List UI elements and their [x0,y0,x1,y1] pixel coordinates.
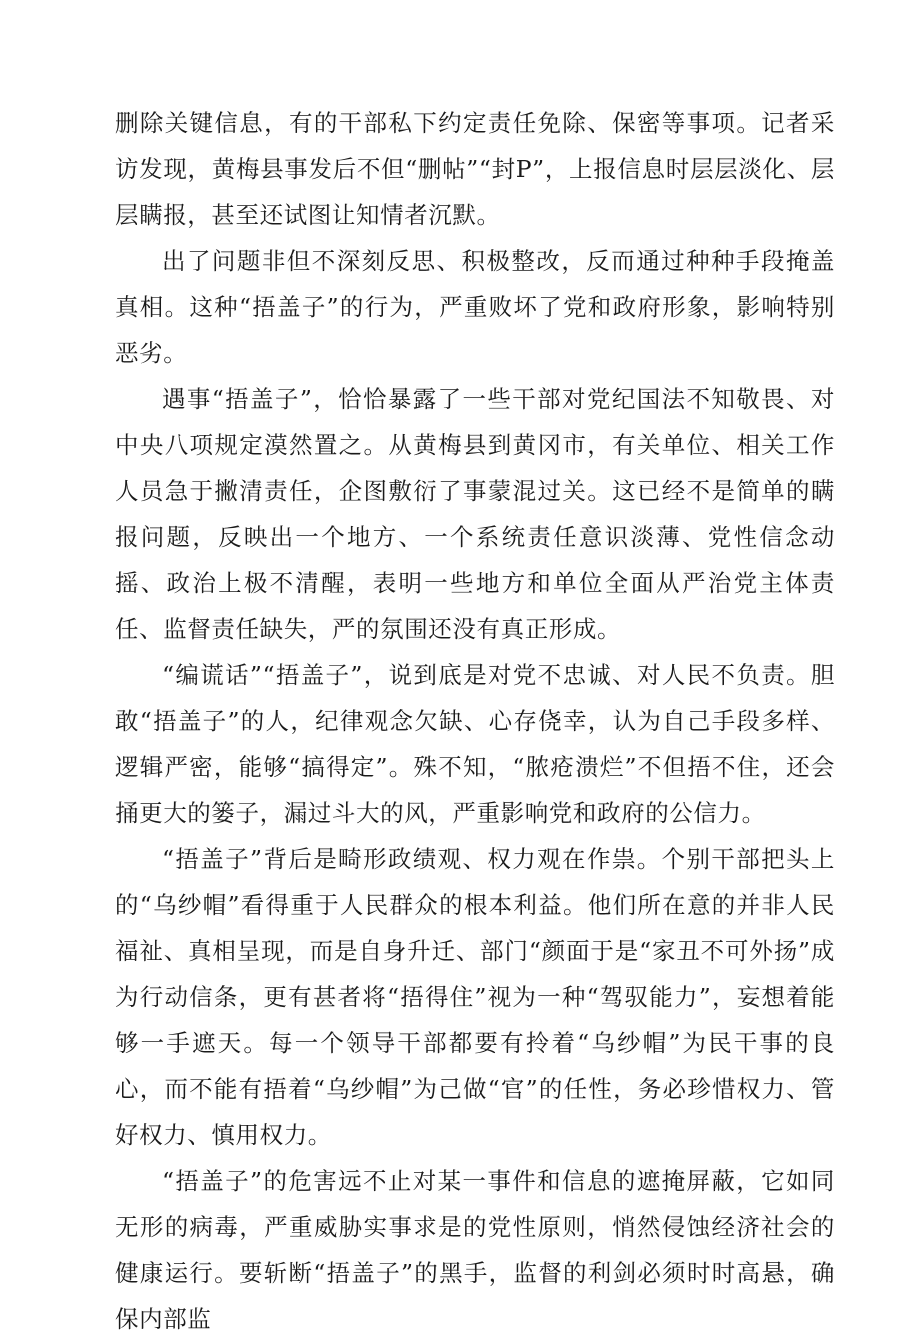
article-body [115,100,835,1342]
paragraph-2: 出了问题非但不深刻反思、积极整改，反而通过种种手段掩盖真相。这种“捂盖子”的行为，严重败坏了党和政府形象，影响特别恶劣。 [115,247,835,367]
paragraph-3: 遇事“捂盖子”，恰恰暴露了一些干部对党纪国法不知敬畏、对中央八项规定漠然置之。从黄梅县到黄冈市，有关单位、相关工作人员急于撇清责任，企图敷衍了事蒙混过关。这已经不是简单的瞒报问题，反映出一个地方、一个系统责任意识淡薄、党性信念动摇、政治上极不清醒，表明一些地方和单位全面从严治党主体责任、监督责任缺失，严的氛围还没有真正形成。 [115,385,835,643]
paragraph-4: “编谎话”“捂盖子”，说到底是对党不忠诚、对人民不负责。胆敢“捂盖子”的人，纪律观念欠缺、心存侥幸，认为自己手段多样、逻辑严密，能够“搞得定”。殊不知，“脓疮溃烂”不但捂不住，还会捅更大的篓子，漏过斗大的风，严重影响党和政府的公信力。 [115,661,835,827]
paragraph-1: 删除关键信息，有的干部私下约定责任免除、保密等事项。记者采访发现，黄梅县事发后不但“删帖”“封P”，上报信息时层层淡化、层层瞒报，甚至还试图让知情者沉默。 [115,109,835,229]
paragraph-6: “捂盖子”的危害远不止对某一事件和信息的遮掩屏蔽，它如同无形的病毒，严重威胁实事求是的党性原则，悄然侵蚀经济社会的健康运行。要斩断“捂盖子”的黑手，监督的利剑必须时时高悬，确保内部监 [115,1167,835,1333]
paragraph-5: “捂盖子”背后是畸形政绩观、权力观在作祟。个别干部把头上的“乌纱帽”看得重于人民群众的根本利益。他们所在意的并非人民福祉、真相呈现，而是自身升迁、部门“颜面于是“家丑不可外扬”成为行动信条，更有甚者将“捂得住”视为一种“驾驭能力”，妄想着能够一手遮天。每一个领导干部都要有拎着“乌纱帽”为民干事的良心，而不能有捂着“乌纱帽”为己做“官”的任性，务必珍惜权力、管好权力、慎用权力。 [115,845,835,1149]
